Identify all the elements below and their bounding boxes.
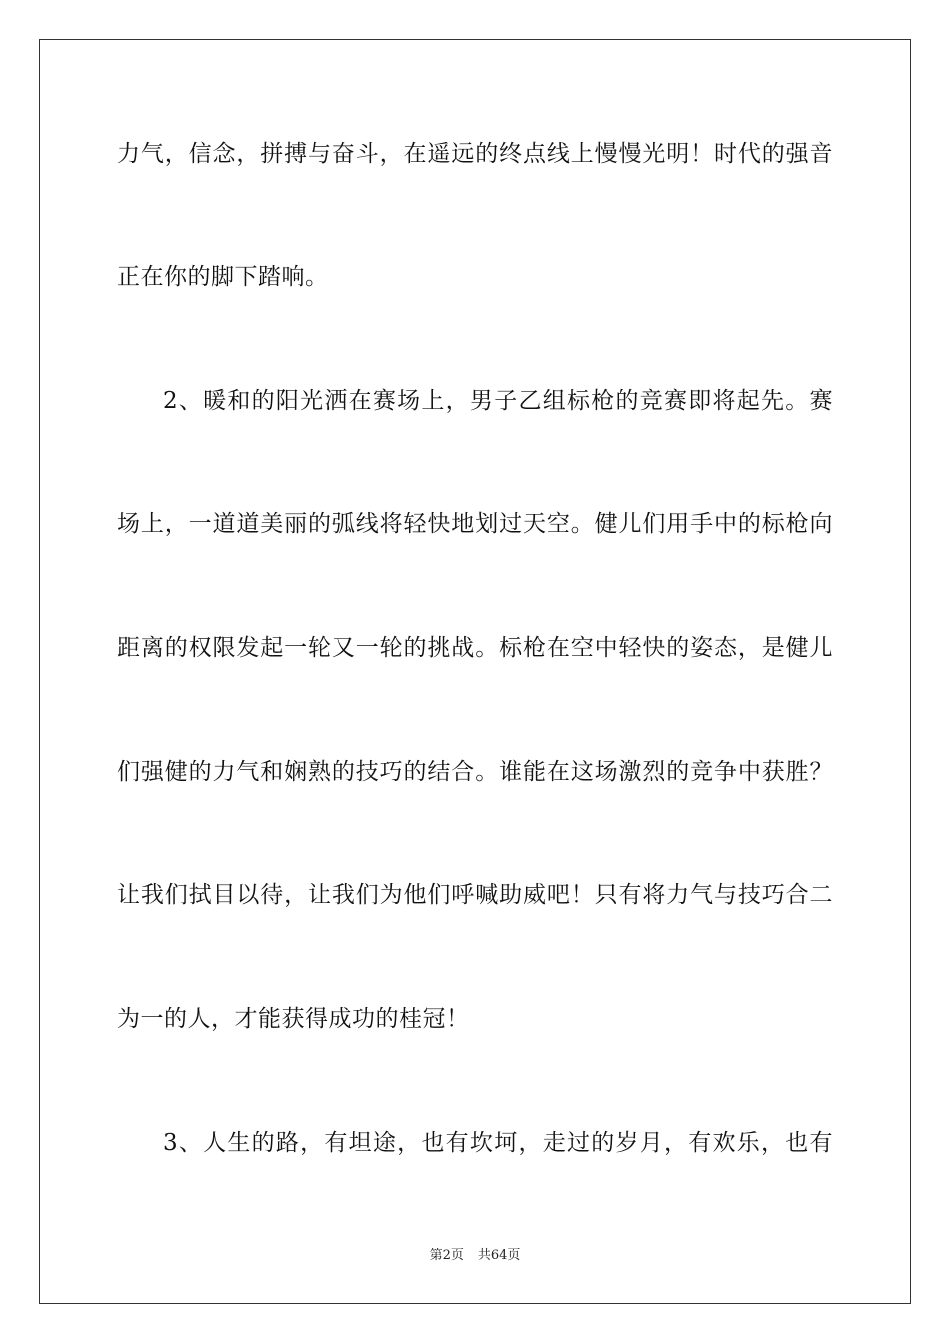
text-line: 让我们拭目以待，让我们为他们呼喊助威吧！只有将力气与技巧合二 [117,882,833,908]
text-line: 正在你的脚下踏响。 [117,264,329,290]
page-footer [0,1247,950,1265]
page-total: 共64页 [477,1248,521,1263]
text-line: 为一的人，才能获得成功的桂冠！ [117,1006,470,1032]
text-line: 2、暖和的阳光洒在赛场上，男子乙组标枪的竞赛即将起先。赛 [163,388,833,414]
page-number: 第2页 [429,1248,464,1263]
page-border [39,39,911,1304]
text-line: 距离的权限发起一轮又一轮的挑战。标枪在空中轻快的姿态，是健儿 [117,635,833,661]
text-line: 力气，信念，拼搏与奋斗，在遥远的终点线上慢慢光明！时代的强音 [117,141,833,167]
text-line: 3、人生的路，有坦途，也有坎坷，走过的岁月，有欢乐，也有 [163,1130,833,1156]
text-line: 场上，一道道美丽的弧线将轻快地划过天空。健儿们用手中的标枪向 [117,511,833,537]
text-line: 们强健的力气和娴熟的技巧的结合。谁能在这场激烈的竞争中获胜？ [117,759,833,785]
